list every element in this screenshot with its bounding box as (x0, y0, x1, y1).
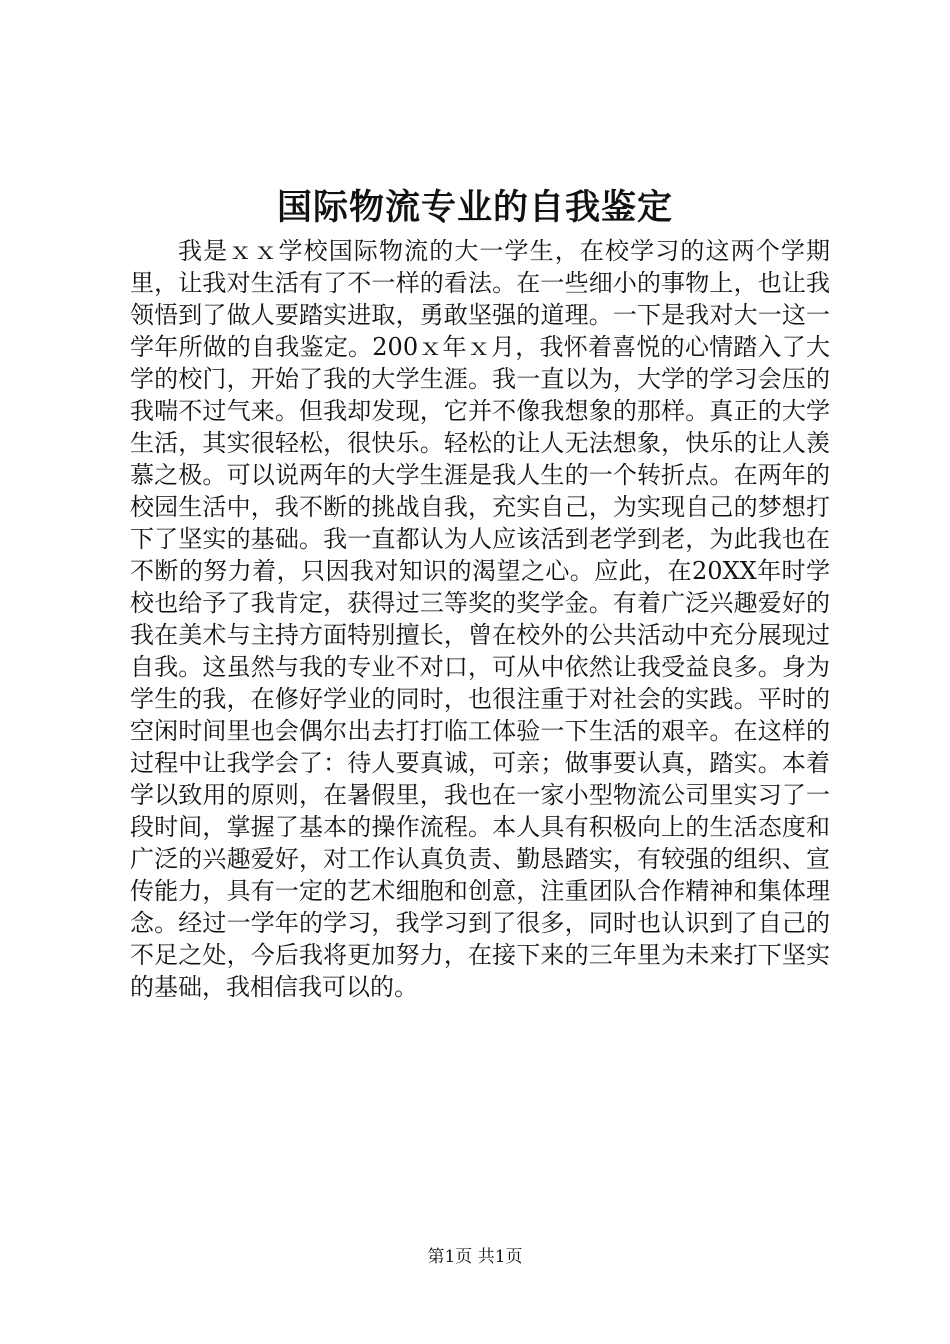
page-title: 国际物流专业的自我鉴定 (276, 187, 673, 228)
body-paragraph: 我是ｘｘ学校国际物流的大一学生，在校学习的这两个学期里，让我对生活有了不一样的看法。在一些细小的事物上，也让我领悟到了做人要踏实进取，勇敢坚强的道理。一下是我对大一这一学年所做的自我鉴定。200ｘ年ｘ月，我怀着喜悦的心情踏入了大学的校门，开始了我的大学生涯。我一直以为，大学的学习会压的我喘不过气来。但我却发现，它并不像我想象的那样。真正的大学生活，其实很轻松，很快乐。轻松的让人无法想象，快乐的让人羡慕之极。可以说两年的大学生涯是我人生的一个转折点。在两年的校园生活中，我不断的挑战自我，充实自己，为实现自己的梦想打下了坚实的基础。我一直都认为人应该活到老学到老，为此我也在不断的努力着，只因我对知识的渴望之心。应此，在20XX年时学校也给予了我肯定，获得过三等奖的奖学金。有着广泛兴趣爱好的我在美术与主持方面特别擅长，曾在校外的公共活动中充分展现过自我。这虽然与我的专业不对口，可从中依然让我受益良多。身为学生的我，在修好学业的同时，也很注重于对社会的实践。平时的空闲时间里也会偶尔出去打打临工体验一下生活的艰辛。在这样的过程中让我学会了：待人要真诚，可亲；做事要认真，踏实。本着学以致用的原则，在暑假里，我也在一家小型物流公司里实习了一段时间，掌握了基本的操作流程。本人具有积极向上的生活态度和广泛的兴趣爱好，对工作认真负责、勤恳踏实，有较强的组织、宣传能力，具有一定的艺术细胞和创意，注重团队合作精神和集体理念。经过一学年的学习，我学习到了很多，同时也认识到了自己的不足之处，今后我将更加努力，在接下来的三年里为未来打下坚实的基础，我相信我可以的。 (130, 237, 830, 1001)
page-number-footer: 第1页 共1页 (427, 1247, 523, 1267)
